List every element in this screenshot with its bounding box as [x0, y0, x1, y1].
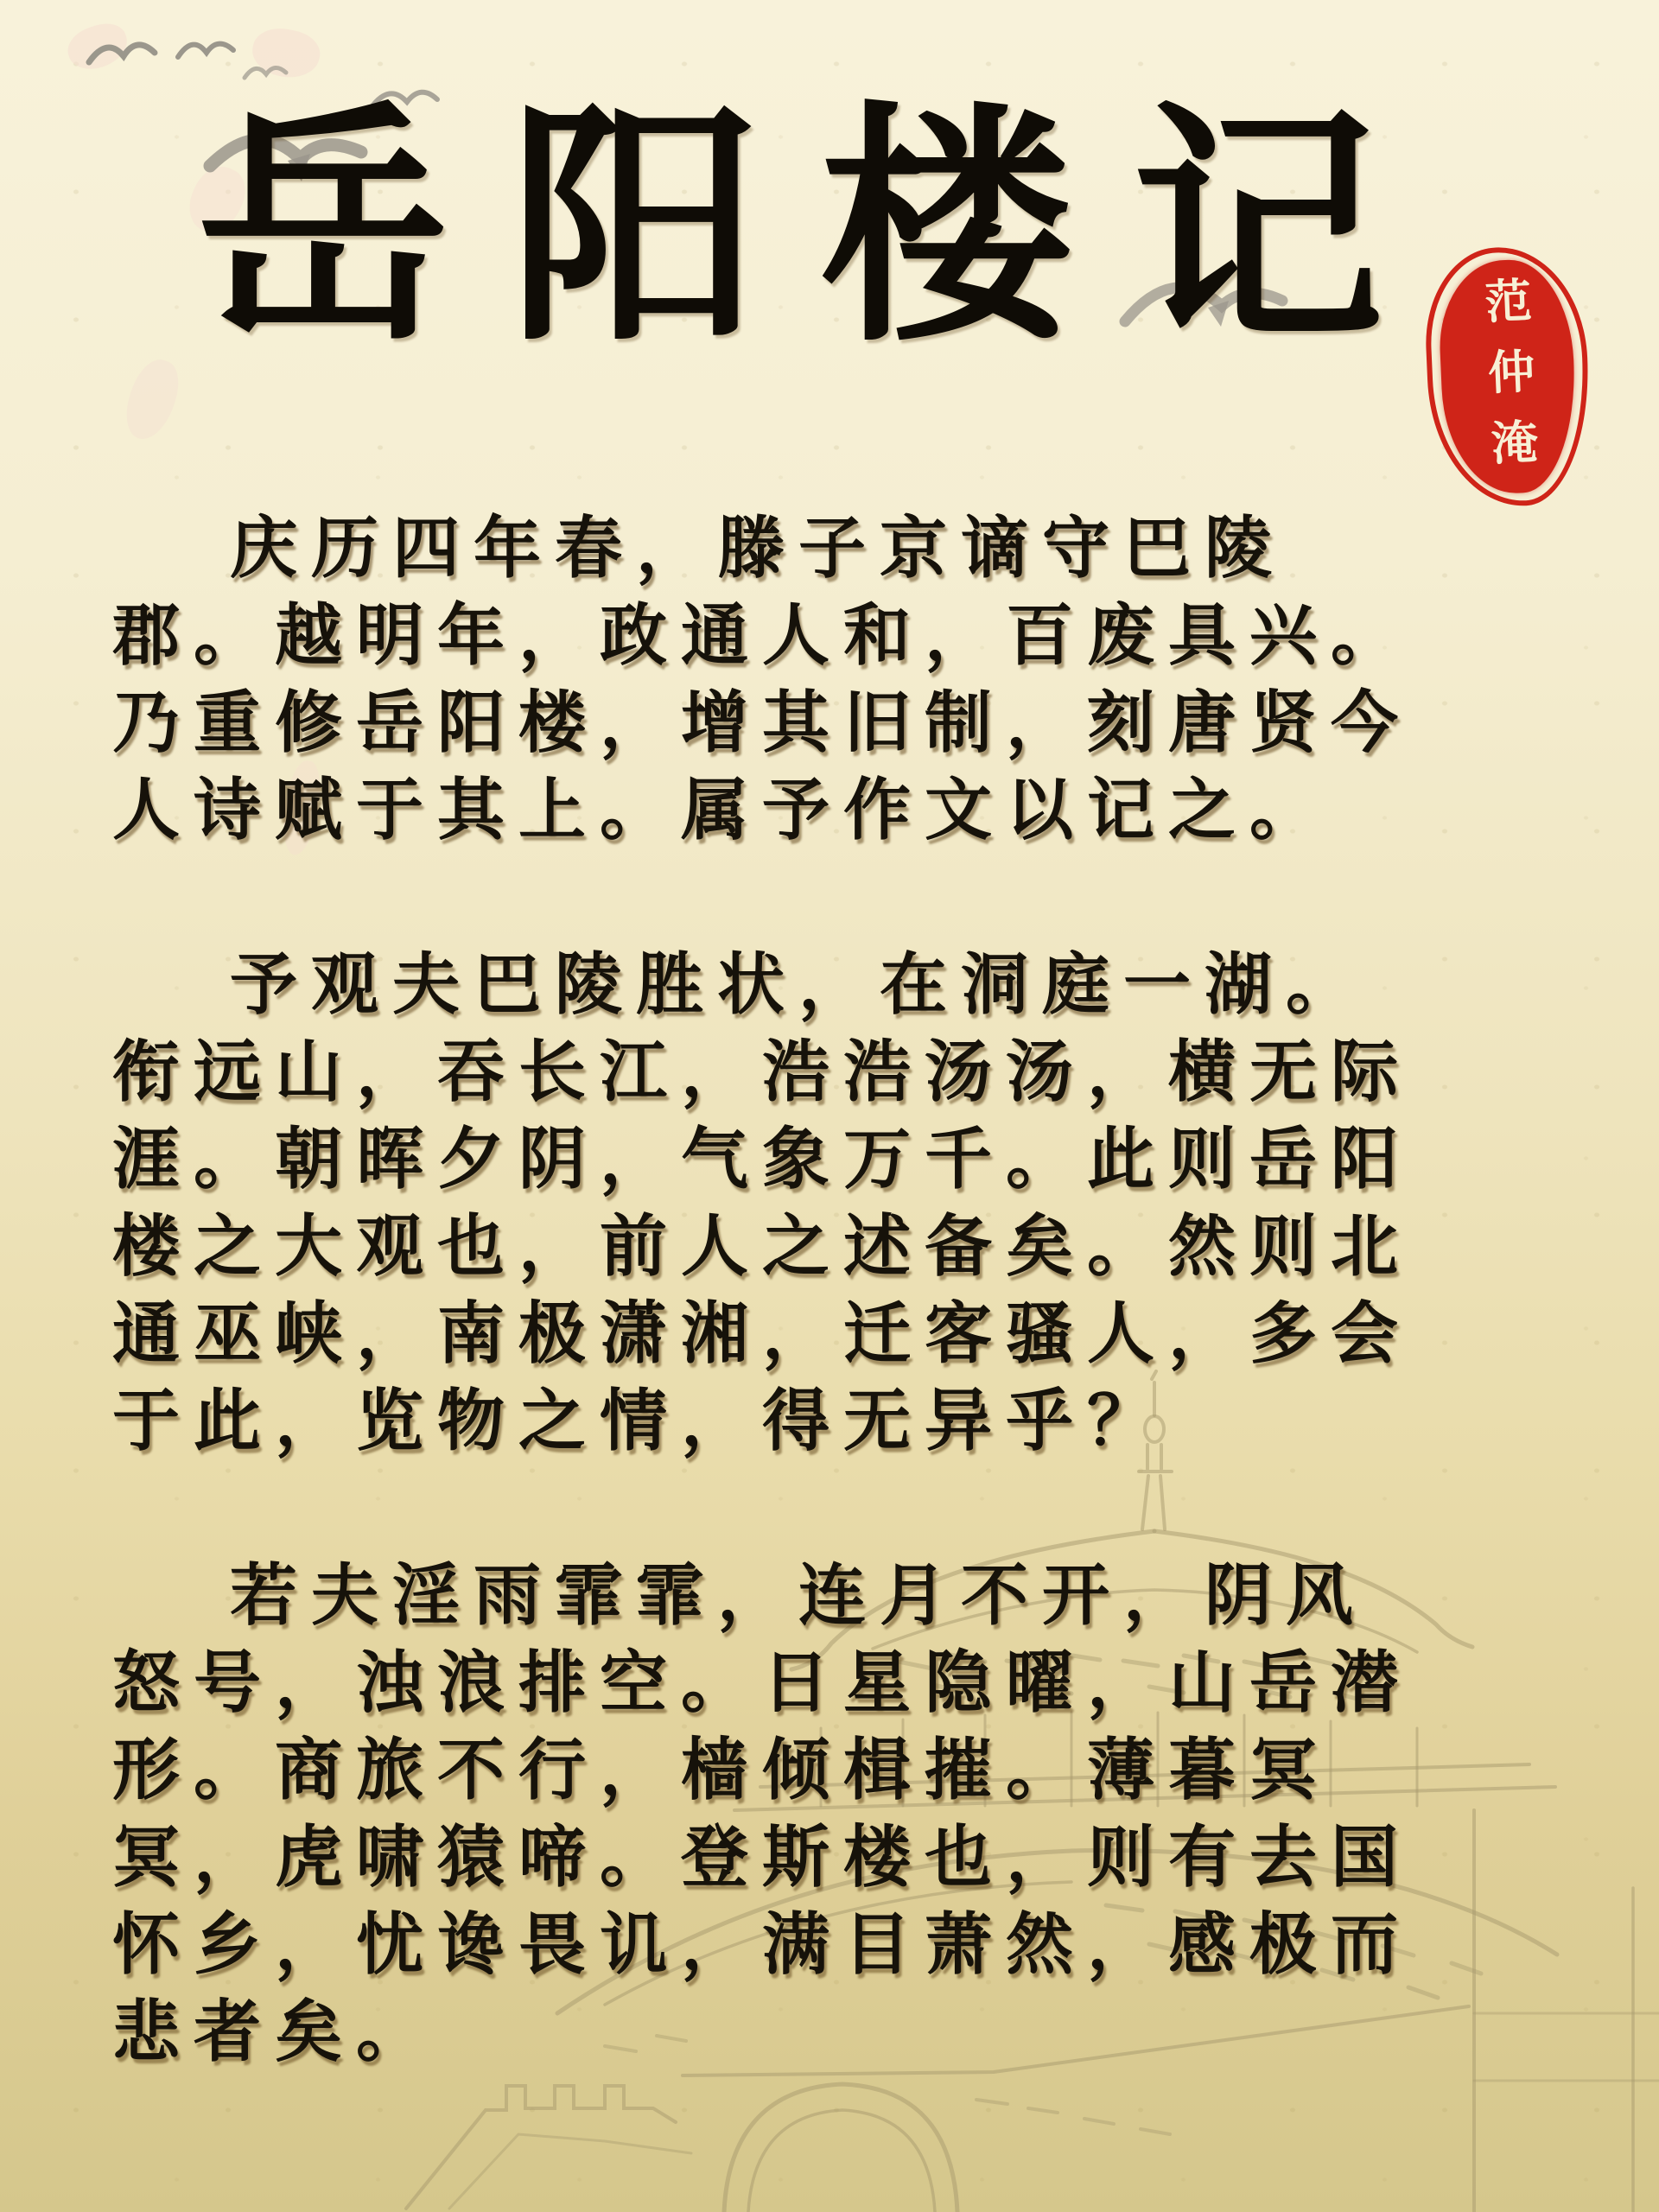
text-line: 若夫淫雨霏霏，连月不开，阴风: [230, 1558, 1368, 1633]
text-line: 悲者矣。: [112, 1994, 438, 2069]
text-line: 楼之大观也，前人之述备矣。然则北: [112, 1209, 1413, 1284]
text-line: 郡。越明年，政通人和，百废具兴。: [112, 598, 1413, 673]
text-line: 形。商旅不行，樯倾楫摧。薄暮冥: [112, 1732, 1332, 1808]
text-line: 衔远山，吞长江，浩浩汤汤，横无际: [112, 1034, 1413, 1109]
text-line: 于此，览物之情，得无异乎？: [112, 1383, 1169, 1459]
text-line: 人诗赋于其上。属予作文以记之。: [112, 772, 1332, 848]
text-line: 庆历四年春，滕子京谪守巴陵: [230, 511, 1287, 586]
text-line: 通巫峡，南极潇湘，迁客骚人，多会: [112, 1296, 1413, 1371]
text-line: 冥，虎啸猿啼。登斯楼也，则有去国: [112, 1820, 1413, 1895]
page-title: 岳阳楼记: [197, 92, 1444, 371]
seal-body-icon: [1436, 257, 1580, 496]
paragraph-1: [112, 505, 1557, 854]
text-line: 乃重修岳阳楼，增其旧制，刻唐贤今: [112, 685, 1413, 760]
article-body: [112, 505, 1557, 2075]
text-line: 怒号，浊浪排空。日星隐曜，山岳潜: [112, 1645, 1413, 1720]
seal-author-name: 范仲淹: [1477, 275, 1539, 491]
text-line: 怀乡，忧谗畏讥，满目萧然，感极而: [112, 1907, 1413, 1982]
paragraph-2: [112, 941, 1557, 1465]
paragraph-3: [112, 1552, 1557, 2075]
text-line: 予观夫巴陵胜状，在洞庭一湖。: [230, 947, 1368, 1022]
text-line: 涯。朝晖夕阴，气象万千。此则岳阳: [112, 1122, 1413, 1197]
